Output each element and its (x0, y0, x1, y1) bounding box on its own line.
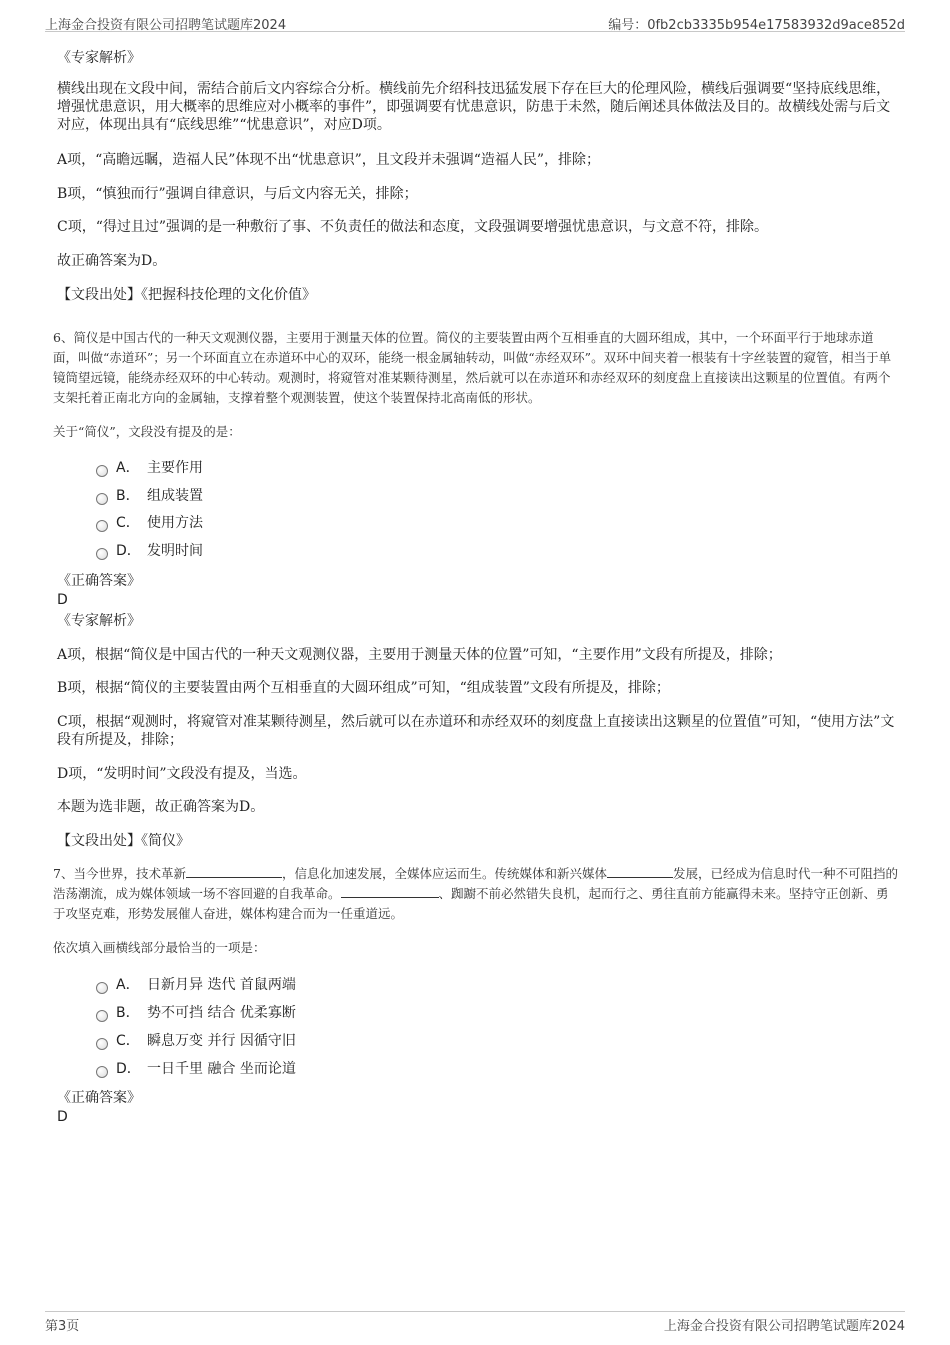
q7-option-a[interactable] (96, 975, 296, 995)
q7-option-c[interactable] (96, 1031, 296, 1051)
q5-analysis-a: A项，“高瞻远瞩，造福人民”体现不出“忧患意识”，且文段并未强调“造福人民”，排除； (57, 152, 601, 168)
option-letter: B． (116, 1005, 140, 1021)
option-letter: B． (116, 488, 140, 504)
q6-option-a[interactable] (96, 458, 203, 478)
radio-icon[interactable] (96, 1010, 108, 1022)
option-letter: A． (116, 460, 140, 476)
option-letter: C． (116, 515, 140, 531)
header-title: 上海金合投资有限公司招聘笔试题库2024 (45, 18, 287, 33)
footer-page-number: 第3页 (45, 1319, 80, 1334)
option-text: 组成装置 (147, 488, 203, 504)
q6-analysis-c: C项，根据“观测时，将窥管对准某颗待测星，然后就可以在赤道环和赤经双环的刻度盘上直接读出这颗星的位置值”可知，“使用方法”文段有所提及，排除； (57, 714, 895, 748)
header-code: 编号：0fb2cb3335b954e17583932d9ace852d (608, 18, 905, 33)
option-text: 主要作用 (147, 460, 203, 476)
radio-icon[interactable] (96, 493, 108, 505)
page-footer (45, 1311, 905, 1333)
option-letter: D． (116, 543, 141, 559)
q5-analysis-paragraph: 横线出现在文段中间，需结合前后文内容综合分析。横线前先介绍科技迅猛发展下存在巨大的伦理风险，横线后强调要“坚持底线思维，增强忧患意识，用大概率的思维应对小概率的事件”，即强调要有忧患意识，防患于未然，随后阐述具体做法及目的。故横线处需与后文对应，体现出具有“底线思维”“忧患意识”，对应D项。 (57, 81, 891, 133)
q7-question: 依次填入画横线部分最恰当的一项是： (53, 940, 266, 955)
radio-icon[interactable] (96, 1038, 108, 1050)
q7-option-b[interactable] (96, 1003, 296, 1023)
q6-option-c[interactable] (96, 513, 203, 533)
option-text: 日新月异 迭代 首鼠两端 (147, 977, 296, 993)
q7-passage-part2: ，信息化加速发展，全媒体应运而生。传统媒体和新兴媒体 (281, 866, 607, 881)
option-text: 一日千里 融合 坐而论道 (147, 1061, 296, 1077)
option-text: 瞬息万变 并行 因循守旧 (147, 1033, 296, 1049)
q6-source: 【文段出处】《简仪》 (57, 833, 190, 849)
q6-option-b[interactable] (96, 486, 203, 506)
q7-passage-part4: 、踟躕不前必然错失良机，起而行之、勇往直前方能赢得未来。坚持守正创新、勇于攻坚克难，形势发展催人奋进，媒体构建合而为一任重道远。 (53, 886, 889, 921)
fill-blank-3 (341, 884, 439, 898)
radio-icon[interactable] (96, 548, 108, 560)
q6-passage: 6、简仪是中国古代的一种天文观测仪器，主要用于测量天体的位置。简仪的主要装置由两个互相垂直的大圆环组成，其中，一个环面平行于地球赤道面，叫做“赤道环”；另一个环面直立在赤道环中心的双环，能绕一根金属轴转动，叫做“赤经双环”。双环中间夹着一根装有十字丝装置的窥管，相当于单镜筒望远镜，能绕赤经双环的中心转动。观测时，将窥管对准某颗待测星，然后就可以在赤道环和赤经双环的刻度盘上直接读出这颗星的位置值。有两个支架托着正南北方向的金属轴，支撑着整个观测装置，使这个装置保持北高南低的形状。 (53, 330, 892, 405)
q5-analysis-label: 《专家解析》 (57, 50, 141, 66)
q7-answer: D (57, 1109, 68, 1125)
q6-analysis-b: B项，根据“简仪的主要装置由两个互相垂直的大圆环组成”可知，“组成装置”文段有所提及，排除； (57, 680, 670, 696)
radio-icon[interactable] (96, 982, 108, 994)
q6-analysis-label: 《专家解析》 (57, 613, 141, 629)
q6-analysis-a: A项，根据“简仪是中国古代的一种天文观测仪器，主要用于测量天体的位置”可知，“主要作用”文段有所提及，排除； (57, 647, 782, 663)
q5-conclusion: 故正确答案为D。 (57, 253, 167, 269)
q6-conclusion: 本题为选非题，故正确答案为D。 (57, 799, 265, 815)
q5-analysis-b: B项，“慎独而行”强调自律意识，与后文内容无关，排除； (57, 186, 418, 202)
q6-analysis-d: D项，“发明时间”文段没有提及，当选。 (57, 766, 307, 782)
option-text: 发明时间 (147, 543, 203, 559)
q5-analysis-c: C项，“得过且过”强调的是一种敷衍了事、不负责任的做法和态度，文段强调要增强忧患意识，与文意不符，排除。 (57, 219, 769, 235)
q7-passage-part3: 发展，已经成为信息时代一种不可阻挡的浩荡潮流，成为媒体领域一场不容回避的自我革命。 (53, 866, 898, 901)
q6-option-d[interactable] (96, 541, 203, 561)
fill-blank-1 (186, 864, 282, 878)
option-letter: A． (116, 977, 140, 993)
option-text: 使用方法 (147, 515, 203, 531)
q5-source: 【文段出处】《把握科技伦理的文化价值》 (57, 287, 316, 303)
q7-option-d[interactable] (96, 1059, 296, 1079)
q7-answer-label: 《正确答案》 (57, 1090, 141, 1106)
option-letter: C． (116, 1033, 140, 1049)
q7-passage (53, 864, 898, 924)
radio-icon[interactable] (96, 520, 108, 532)
fill-blank-2 (607, 864, 673, 878)
footer-title: 上海金合投资有限公司招聘笔试题库2024 (663, 1319, 905, 1334)
radio-icon[interactable] (96, 465, 108, 477)
q7-passage-part1: 7、当今世界，技术革新 (53, 866, 186, 881)
page-header (45, 12, 905, 32)
q6-answer-label: 《正确答案》 (57, 573, 141, 589)
q6-question: 关于“简仪”，文段没有提及的是： (53, 424, 241, 439)
option-text: 势不可挡 结合 优柔寡断 (147, 1005, 296, 1021)
radio-icon[interactable] (96, 1066, 108, 1078)
q6-answer: D (57, 592, 68, 608)
option-letter: D． (116, 1061, 141, 1077)
